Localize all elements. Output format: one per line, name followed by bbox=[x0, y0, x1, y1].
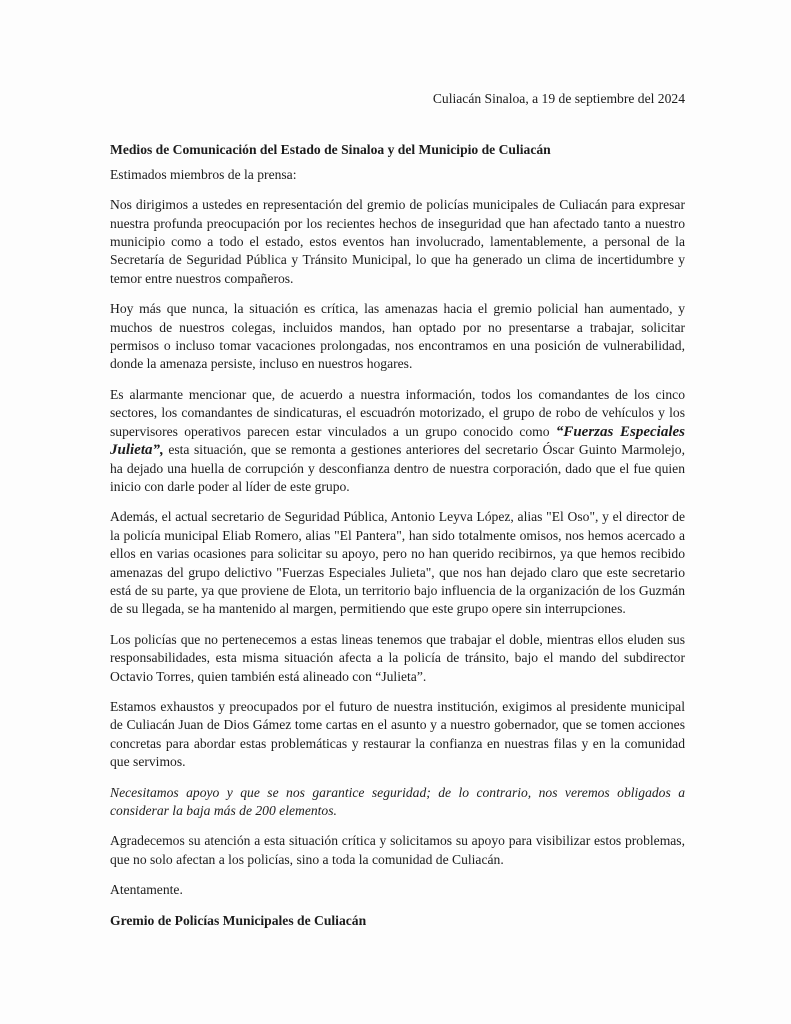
paragraph-3-text-after: esta situación, que se remonta a gestiones anteriores del secretario Óscar Guinto Marmolejo, ha dejado una huella de corrupción y desconfianza dentro de nuestra corporación, dado que el fue quien inicio con darle poder al líder de este grupo. bbox=[110, 442, 685, 494]
letter-body bbox=[110, 90, 685, 930]
recipient-heading: Medios de Comunicación del Estado de Sinaloa y del Municipio de Culiacán bbox=[110, 142, 551, 158]
paragraph-6: Estamos exhaustos y preocupados por el futuro de nuestra institución, exigimos al presidente municipal de Culiacán Juan de Dios Gámez tome cartas en el asunto y a nuestro gobernador, que se tomen acciones concretas para abordar estas problemáticas y restaurar la confianza en nuestras filas y en la comunidad que servimos. bbox=[110, 698, 685, 770]
salutation: Estimados miembros de la prensa: bbox=[110, 166, 297, 182]
paragraph-3-text-before: Es alarmante mencionar que, de acuerdo a nuestra información, todos los comandantes de los cinco sectores, los comandantes de sindicaturas, el escuadrón motorizado, el grupo de robo de vehículos y los supervisores operativos parecen estar vinculados a un grupo conocido como bbox=[110, 386, 685, 439]
paragraph-7-italic: Necesitamos apoyo y que se nos garantice seguridad; de lo contrario, nos veremos obligados a considerar la baja más de 200 elementos. bbox=[110, 784, 685, 818]
paragraph-5: Los policías que no pertenecemos a estas lineas tenemos que trabajar el doble, mientras ellos eluden sus responsabilidades, esta misma situación afecta a la policía de tránsito, bajo el mando del subdirector Octavio Torres, quien también está alineado con “Julieta”. bbox=[110, 631, 685, 684]
paragraph-8: Agradecemos su atención a esta situación crítica y solicitamos su apoyo para visibilizar estos problemas, que no solo afectan a los policías, sino a toda la comunidad de Culiacán. bbox=[110, 833, 685, 867]
paragraph-3 bbox=[110, 386, 685, 496]
date-line: Culiacán Sinaloa, a 19 de septiembre del 2024 bbox=[432, 91, 685, 106]
paragraph-4: Además, el actual secretario de Seguridad Pública, Antonio Leyva López, alias "El Oso", y el director de la policía municipal Eliab Romero, alias "El Pantera", han sido totalmente omisos, nos hemos acercado a ellos en varias ocasiones para solicitar su apoyo, pero no han querido recibirnos, ya que hemos recibido amenazas del grupo delictivo "Fuerzas Especiales Julieta", que nos han dejado claro que este secretario está de su parte, ya que proviene de Elota, un territorio bajo influencia de la organización de los Guzmán de su llegada, se ha mantenido al margen, permitiendo que este grupo opere sin interrupciones. bbox=[110, 509, 685, 617]
closing: Atentamente. bbox=[110, 882, 183, 898]
paragraph-2: Hoy más que nunca, la situación es crítica, las amenazas hacia el gremio policial han aumentado, y muchos de nuestros colegas, incluidos mandos, han optado por no presentarse a trabajar, solicitar permisos o incluso tomar vacaciones prolongadas, nos encontramos en una posición de vulnerabilidad, donde la amenaza persiste, incluso en nuestros hogares. bbox=[110, 301, 685, 372]
paragraph-1: Nos dirigimos a ustedes en representación del gremio de policías municipales de Culiacán para expresar nuestra profunda preocupación por los recientes hechos de inseguridad que han afectado tanto a nuestro municipio como a todo el estado, estos eventos han involucrado, lamentablemente, a personal de la Secretaría de Seguridad Pública y Tránsito Municipal, lo que ha generado un clima de incertidumbre y temor entre nuestros compañeros. bbox=[110, 197, 685, 286]
group-name-emphasis: “Fuerzas Especiales Julieta”, bbox=[110, 423, 685, 459]
signature: Gremio de Policías Municipales de Culiacán bbox=[110, 912, 367, 928]
